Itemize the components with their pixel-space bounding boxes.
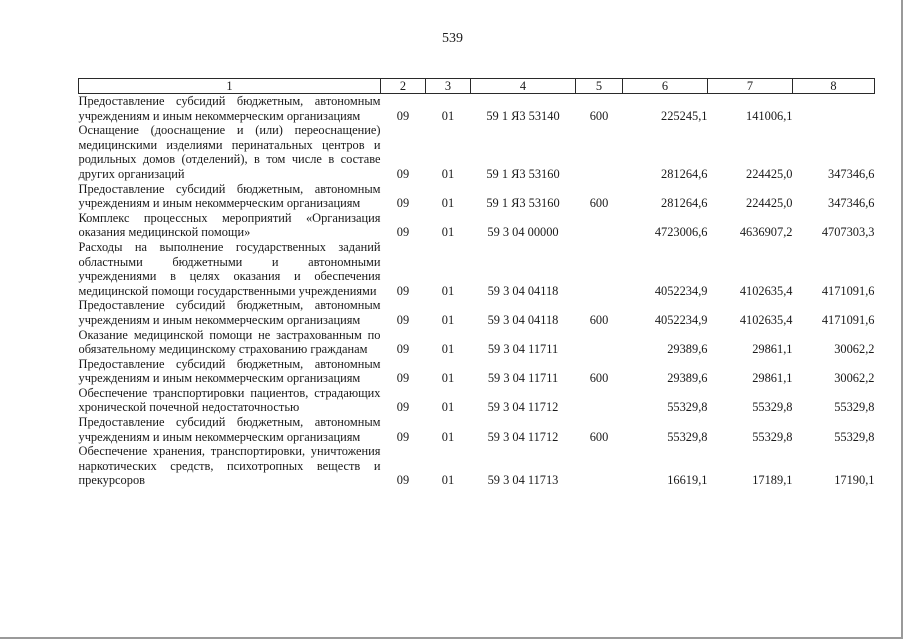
budget-table [78,78,875,488]
header-cell-7: 7 [708,79,793,94]
row-expense-type [576,240,623,298]
table-row [79,182,875,211]
row-amount-2: 29861,1 [752,342,793,357]
row-subsection: 01 [441,312,455,327]
row-section: 09 [396,225,410,240]
row-subsection: 01 [441,429,455,444]
table-row [79,357,875,386]
header-row [79,79,875,94]
table-row [79,123,875,181]
row-amount-2: 4636907,2 [739,225,793,240]
row-name: Обеспечение хранения, транспортировки, уничтожения наркотических средств, психотропных веществ и прекурсоров [78,444,381,488]
header-cell-3: 3 [426,79,471,94]
row-section: 09 [396,283,410,298]
row-target-article: 59 3 04 00000 [487,225,559,240]
row-amount-2: 55329,8 [752,429,793,444]
row-amount-1: 55329,8 [667,429,708,444]
row-expense-type [576,123,623,181]
row-section: 09 [396,166,410,181]
row-name: Обеспечение транспортировки пациентов, страдающих хронической почечной недостаточностью [78,385,381,415]
row-amount-1: 4723006,6 [654,225,708,240]
table-row [79,386,875,415]
row-target-article: 59 3 04 11713 [487,473,559,488]
row-amount-3: 4171091,6 [821,312,875,327]
row-amount-2: 141006,1 [746,108,793,123]
header-cell-8: 8 [793,79,875,94]
row-amount-1: 4052234,9 [654,312,708,327]
header-cell-6: 6 [623,79,708,94]
row-amount-2: 17189,1 [752,473,793,488]
row-target-article: 59 3 04 04118 [487,312,559,327]
table-row [79,298,875,327]
row-name: Предоставление субсидий бюджетным, автономным учреждениям и иным некоммерческим организациям [78,94,381,123]
row-subsection: 01 [441,108,455,123]
header-cell-2: 2 [381,79,426,94]
row-target-article: 59 3 04 11711 [487,371,559,386]
row-target-article: 59 3 04 11711 [487,342,559,357]
row-amount-1: 225245,1 [661,108,708,123]
row-expense-type [576,328,623,357]
row-amount-2: 224425,0 [746,196,793,211]
row-expense-type [576,444,623,488]
row-section: 09 [396,342,410,357]
table-row [79,328,875,357]
row-amount-1: 281264,6 [661,166,708,181]
row-name: Предоставление субсидий бюджетным, автономным учреждениям и иным некоммерческим организациям [78,298,381,327]
row-name: Расходы на выполнение государственных заданий областными бюджетными и автономными учреждениями в целях оказания и обеспечения медицинской помощи государственными учреждениями [78,239,381,298]
row-amount-3: 347346,6 [828,166,875,181]
row-target-article: 59 3 04 11712 [487,400,559,415]
header-cell-1: 1 [79,79,381,94]
row-amount-3: 4707303,3 [821,225,875,240]
row-subsection: 01 [441,196,455,211]
table-row [79,415,875,444]
table-row [79,94,875,124]
row-name: Оказание медицинской помощи не застрахованным по обязательному медицинскому страхованию гражданам [78,327,381,357]
row-amount-2: 55329,8 [752,400,793,415]
row-amount-2: 4102635,4 [739,312,793,327]
row-expense-type: 600 [589,429,609,444]
page-number: 539 [442,31,463,46]
row-expense-type: 600 [589,196,609,211]
row-name: Предоставление субсидий бюджетным, автономным учреждениям и иным некоммерческим организациям [78,415,381,444]
row-subsection: 01 [441,371,455,386]
row-amount-1: 55329,8 [667,400,708,415]
row-target-article: 59 1 Я3 53160 [486,196,560,211]
row-section: 09 [396,371,410,386]
row-amount-1: 281264,6 [661,196,708,211]
row-section: 09 [396,312,410,327]
row-section: 09 [396,400,410,415]
row-amount-2: 29861,1 [752,371,793,386]
row-amount-3: 30062,2 [834,342,875,357]
row-subsection: 01 [441,225,455,240]
table-row [79,240,875,298]
row-amount-3: 17190,1 [834,473,875,488]
row-section: 09 [396,108,410,123]
row-target-article: 59 3 04 04118 [487,283,559,298]
row-target-article: 59 1 Я3 53160 [486,166,560,181]
row-amount-3: 347346,6 [828,196,875,211]
row-section: 09 [396,473,410,488]
header-cell-4: 4 [471,79,576,94]
row-amount-1: 16619,1 [667,473,708,488]
row-amount-1: 29389,6 [667,371,708,386]
row-amount-2: 4102635,4 [739,283,793,298]
row-name: Комплекс процессных мероприятий «Организация оказания медицинской помощи» [78,210,381,240]
row-target-article: 59 3 04 11712 [487,429,559,444]
row-section: 09 [396,429,410,444]
table-row [79,211,875,240]
row-name: Предоставление субсидий бюджетным, автономным учреждениям и иным некоммерческим организациям [78,356,381,386]
row-subsection: 01 [441,400,455,415]
row-expense-type [576,386,623,415]
row-name: Предоставление субсидий бюджетным, автономным учреждениям и иным некоммерческим организациям [78,181,381,211]
row-target-article: 59 1 Я3 53140 [486,108,560,123]
row-expense-type: 600 [589,371,609,386]
row-subsection: 01 [441,283,455,298]
header-cell-5: 5 [576,79,623,94]
row-amount-1: 29389,6 [667,342,708,357]
row-expense-type: 600 [589,108,609,123]
row-amount-3: 55329,8 [834,400,875,415]
row-amount-3: 30062,2 [834,371,875,386]
row-subsection: 01 [441,166,455,181]
row-amount-2: 224425,0 [746,166,793,181]
row-amount-1: 4052234,9 [654,283,708,298]
row-name: Оснащение (дооснащение и (или) переоснащение) медицинскими изделиями перинатальных центров и родильных домов (отделений), в том числе в составе других организаций [78,123,381,181]
row-amount-3: 55329,8 [834,429,875,444]
row-subsection: 01 [441,473,455,488]
row-subsection: 01 [441,342,455,357]
row-expense-type: 600 [589,312,609,327]
row-section: 09 [396,196,410,211]
row-expense-type [576,211,623,240]
row-amount-3 [793,94,875,124]
row-amount-3: 4171091,6 [821,283,875,298]
table-row [79,444,875,488]
